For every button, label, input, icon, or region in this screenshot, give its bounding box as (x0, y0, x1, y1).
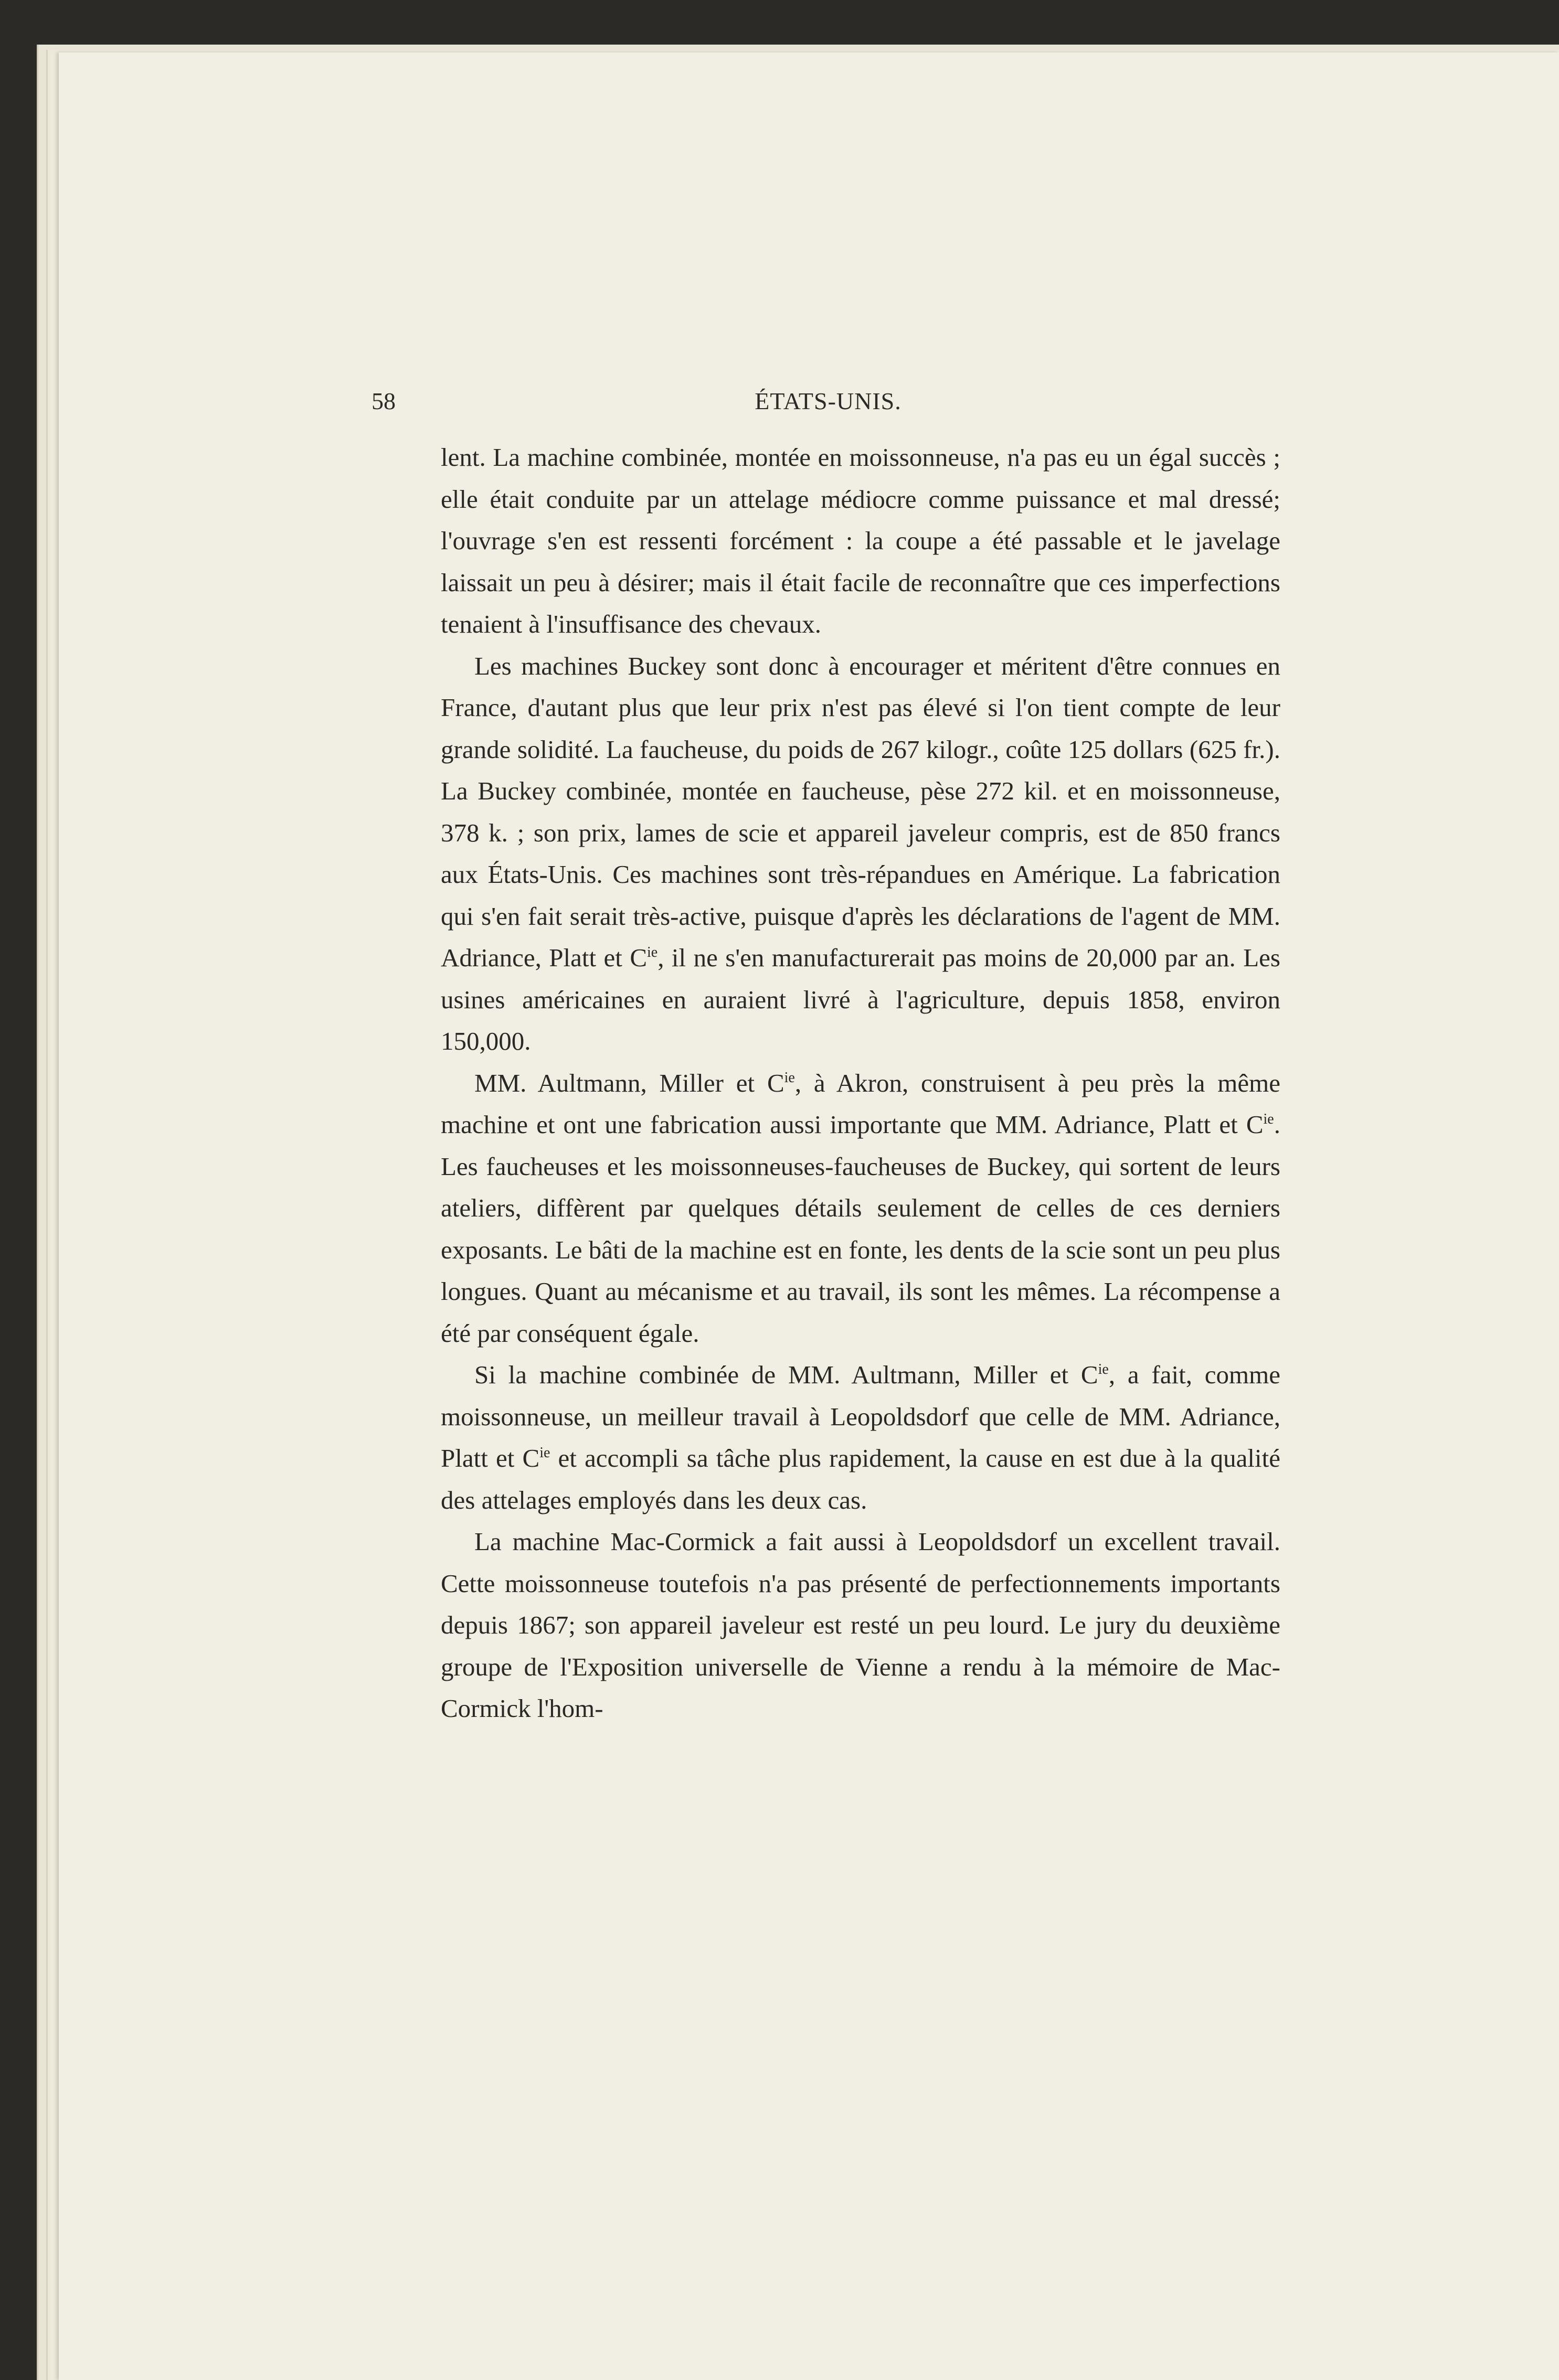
paragraph-4 (441, 1354, 1280, 1521)
paragraph-3 (441, 1062, 1280, 1354)
paragraph-2-text-a: Les machines Buckey sont donc à encourager et méritent d'être connues en France, d'autant plus que leur prix n'est pas élevé si l'on tient compte de leur grande solidité. La faucheuse, du poids de 267 kilogr., coûte 125 dollars (625 fr.). La Buckey combinée, montée en faucheuse, pèse 272 kil. et en moissonneuse, 378 k. ; son prix, lames de scie et appareil javeleur compris, est de 850 francs aux États-Unis. Ces machines sont très-répandues en Amérique. La fabrication qui s'en fait serait très-active, puisque d'après les déclarations de l'agent de MM. Adriance, Platt et C (441, 651, 1280, 972)
paragraph-4-text-b: , a fait, comme moissonneuse, un meilleur travail à Leopoldsdorf que celle de MM. Adriance, Platt et C (441, 1360, 1280, 1472)
paragraph-5 (441, 1521, 1280, 1730)
page-header (372, 387, 1285, 429)
superscript: ie (1263, 1111, 1274, 1127)
paragraph-4-text-c: et accompli sa tâche plus rapidement, la cause en est due à la qualité des attelages employés dans les deux cas. (441, 1444, 1280, 1514)
body-text (441, 436, 1280, 1730)
superscript: ie (647, 944, 658, 960)
paragraph-3-text-c: . Les faucheuses et les moissonneuses-faucheuses de Buckey, qui sortent de leurs ateliers, diffèrent par quelques détails seulement de celles de ces derniers exposants. Le bâti de la machine est en fonte, les dents de la scie sont un peu plus longues. Quant au mécanisme et au travail, ils sont les mêmes. La récompense a été par conséquent égale. (441, 1110, 1280, 1348)
paragraph-3-text-a: MM. Aultmann, Miller et C (474, 1068, 784, 1097)
paragraph-5-text: La machine Mac-Cormick a fait aussi à Leopoldsdorf un excellent travail. Cette moissonneuse toutefois n'a pas présenté de perfectionnements importants depuis 1867; son appareil javeleur est resté un peu lourd. Le jury du deuxième groupe de l'Exposition universelle de Vienne a rendu à la mémoire de Mac-Cormick l'hom- (441, 1527, 1280, 1723)
paragraph-4-text-a: Si la machine combinée de MM. Aultmann, Miller et C (474, 1360, 1098, 1389)
paragraph-1-text: lent. La machine combinée, montée en moissonneuse, n'a pas eu un égal succès ; elle était conduite par un attelage médiocre comme puissance et mal dressé; l'ouvrage s'en est ressenti forcément : la coupe a été passable et le javelage laissait un peu à désirer; mais il était facile de reconnaître que ces imperfections tenaient à l'insuffisance des chevaux. (441, 443, 1280, 638)
superscript: ie (539, 1445, 550, 1461)
running-title: ÉTATS-UNIS. (755, 388, 902, 414)
paragraph-1 (441, 436, 1280, 645)
superscript: ie (784, 1069, 795, 1086)
paragraph-2 (441, 645, 1280, 1062)
superscript: ie (1098, 1361, 1109, 1378)
paragraph-3-text-b: , à Akron, construisent à peu près la même machine et ont une fabrication aussi importante que MM. Adriance, Platt et C (441, 1068, 1280, 1139)
page-number: 58 (372, 388, 396, 414)
paragraph-2-text-b: , il ne s'en manufacturerait pas moins de 20,000 par an. Les usines américaines en auraient livré à l'agriculture, depuis 1858, environ 150,000. (441, 943, 1280, 1055)
